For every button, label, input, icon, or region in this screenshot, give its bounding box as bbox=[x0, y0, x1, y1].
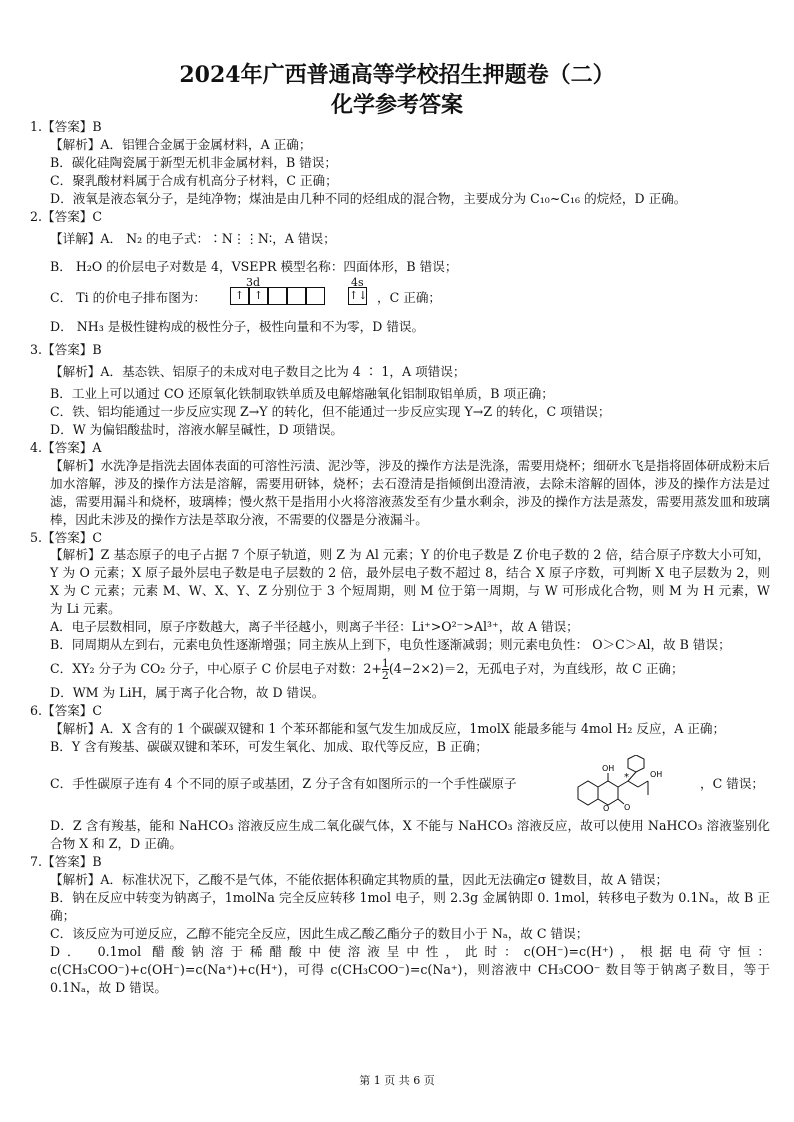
q5-option-d: D．WM 为 LiH，属于离子化合物，故 D 错误。 bbox=[50, 684, 325, 700]
q2-option-c-tail: ，C 正确； bbox=[377, 290, 442, 306]
lactone-ring bbox=[598, 781, 618, 805]
orbital-box-3d-5 bbox=[306, 287, 325, 305]
orbital-label-3d: 3d bbox=[246, 276, 261, 290]
q2-option-d: D． NH₃ 是极性键构成的极性分子，极性向量和不为零，D 错误。 bbox=[50, 319, 425, 335]
molecule-label-o-carbonyl: O bbox=[624, 803, 631, 813]
orbital-box-4s: ↑↓ bbox=[348, 287, 367, 305]
q7-option-c: C．该反应为可逆反应，乙醇不能完全反应，因此生成乙酸乙酯分子的数目小于 Nₐ，故 C 错误； bbox=[50, 925, 589, 941]
q2-answer: 2.【答案】C bbox=[30, 208, 103, 224]
q1-option-d: D．液氧是液态氧分子，是纯净物；煤油是由几种不同的烃组成的混合物，主要成分为 C₁₀~C₁₆ 的烷烃，D 正确。 bbox=[50, 190, 687, 206]
fraction-denominator: 2 bbox=[381, 668, 389, 682]
q6-answer: 6.【答案】C bbox=[30, 702, 103, 718]
q7-answer: 7.【答案】B bbox=[30, 854, 102, 870]
q5-option-c-tail: (4−2×2)＝2，无孤电子对，为直线形，故 C 正确； bbox=[388, 660, 684, 676]
answer-content bbox=[30, 118, 770, 997]
q5-option-c-text: C．XY₂ 分子为 CO₂ 分子，中心原子 C 价层电子对数：2+ bbox=[50, 660, 382, 676]
q3-option-b: B．工业上可以通过 CO 还原氧化铁制取铁单质及电解熔融氧化铝制取铝单质，B 项正确； bbox=[50, 386, 554, 402]
q2-option-b: B． H₂O 的价层电子对数是 4，VSEPR 模型名称：四面体形，B 错误； bbox=[50, 259, 458, 275]
q6-option-c bbox=[30, 755, 770, 817]
q3-option-a: 【解析】A．基态铁、铝原子的未成对电子数目之比为 4 ∶ 1，A 项错误； bbox=[50, 364, 466, 380]
q1-option-b: B．碳化硅陶瓷属于新型无机非金属材料，B 错误； bbox=[50, 154, 337, 170]
orbital-box-3d-1: ↑ bbox=[230, 287, 249, 305]
phenyl-bond bbox=[628, 772, 636, 781]
q6-option-c-text: C．手性碳原子连有 4 个不同的原子或基团，Z 分子含有如图所示的一个手性碳原子 bbox=[50, 776, 517, 792]
q5-explanation: 【解析】Z 基态原子的电子占据 7 个原子轨道，则 Z 为 Al 元素；Y 的价电子数是 Z 价电子数的 2 倍，结合原子序数大小可知，Y 为 O 元素；X 原子最外层电子数是电子层数的 2 倍，最外层电子数不超过 8，结合 X 原子序数，可判断 X 电子层数为 2，则 X 为 C 元素；元素 M、W、X、Y、Z 分别位于 3 个短周期，则 M 位于第一周期，与 W 可形成化合物，则 M 为 H 元素，W 为 Li 元素。 bbox=[50, 547, 770, 617]
q6-option-a: 【解析】A．X 含有的 1 个碳碳双键和 1 个苯环都能和氢气发生加成反应，1molX 能最多能与 4mol H₂ 反应，A 正确； bbox=[50, 720, 726, 736]
q1-answer: 1.【答案】B bbox=[30, 119, 102, 134]
page-title: 2024年广西普通高等学校招生押题卷（二） bbox=[179, 62, 615, 88]
q6-option-b: B．Y 含有羧基、碳碳双键和苯环，可发生氧化、加成、取代等反应，B 正确； bbox=[50, 738, 488, 754]
q7-option-a: 【解析】A．标准状况下，乙酸不是气体，不能依据体积确定其物质的量，因此无法确定σ 键数目，故 A 错误； bbox=[50, 872, 669, 888]
q7-option-d: D． 0.1mol 醋酸钠溶于稀醋酸中使溶液呈中性，此时：c(OH⁻)=c(H⁺)，根据电荷守恒：c(CH₃COO⁻)+c(OH⁻)=c(Na⁺)+c(H⁺)，可得 c(CH₃COO⁻)=c(Na⁺)，则溶液中 CH₃COO⁻ 数目等于钠离子数目，等于 0.1Nₐ，故 D 错误。 bbox=[50, 943, 770, 995]
q5-option-b: B．同周期从左到右，元素电负性逐渐增强；同主族从上到下，电负性逐渐减弱；则元素电负性： O＞C＞Al，故 B 错误； bbox=[50, 636, 731, 652]
q5-option-a: A．电子层数相同，原子序数越大，离子半径越小，则离子半径：Li⁺>O²⁻>Al³⁺，故 A 错误； bbox=[50, 619, 579, 635]
chiral-star: * bbox=[624, 772, 629, 784]
chain-bond-1 bbox=[628, 781, 638, 787]
q6-option-d: D．Z 含有羧基，能和 NaHCO₃ 溶液反应生成二氧化碳气体，X 不能与 NaHCO₃ 溶液反应，故可以使用 NaHCO₃ 溶液鉴别化合物 X 和 Z，D 正确。 bbox=[50, 818, 770, 852]
orbital-label-4s: 4s bbox=[351, 276, 364, 290]
orbital-box-3d-2: ↑ bbox=[249, 287, 268, 305]
phenyl-ring bbox=[628, 755, 644, 772]
molecule-label-oh-acid: OH bbox=[650, 770, 663, 780]
fraction-half bbox=[382, 658, 389, 681]
q4-explanation: 【解析】水洗净是指洗去固体表面的可溶性污渍、泥沙等，涉及的操作方法是洗涤，需要用烧杯；细研水飞是指将固体研成粉末后加水溶解，涉及的操作方法是溶解，需要用研钵，烧杯；去石澄清是指倾倒出澄清液，去除未溶解的固体，涉及的操作方法是过滤，需要用漏斗和烧杯，玻璃棒；慢火熬干是指用小火将溶液蒸发至有少量水剩余，涉及的操作方法是蒸发，需要用蒸发皿和玻璃棒，因此未涉及的操作方法是萃取分液，不需要的仪器是分液漏斗。 bbox=[50, 457, 770, 527]
q2-option-c bbox=[30, 276, 770, 313]
fraction-numerator: 1 bbox=[381, 656, 389, 670]
q6-option-c-tail: ，C 错误； bbox=[700, 776, 765, 792]
q3-option-c: C．铁、铝均能通过一步反应实现 Z→Y 的转化，但不能通过一步反应实现 Y→Z 的转化，C 项错误； bbox=[50, 404, 611, 420]
orbital-box-3d-3 bbox=[268, 287, 287, 305]
q1-option-c: C．聚乳酸材料属于合成有机高分子材料，C 正确； bbox=[50, 172, 338, 188]
chiral-molecule-structure bbox=[570, 755, 695, 817]
chain-bond-2 bbox=[638, 781, 648, 787]
q1-option-a: 【解析】A．铝锂合金属于金属材料，A 正确； bbox=[50, 136, 312, 152]
page-number: 第 1 页 共 6 页 bbox=[359, 1074, 435, 1087]
q2-option-a: 【详解】A． N₂ 的电子式：∶N⋮⋮N∶，A 错误； bbox=[50, 231, 336, 247]
page-subtitle: 化学参考答案 bbox=[330, 92, 463, 118]
q5-answer: 5.【答案】C bbox=[30, 529, 103, 545]
molecule-label-oh: OH bbox=[602, 764, 615, 774]
molecule-label-o-ring: O bbox=[603, 804, 610, 814]
orbital-box-3d-4 bbox=[287, 287, 306, 305]
q3-answer: 3.【答案】B bbox=[30, 342, 102, 358]
q7-option-b: B．钠在反应中转变为钠离子，1molNa 完全反应转移 1mol 电子，则 2.3g 金属钠即 0. 1mol，转移电子数为 0.1Nₐ，故 B 正确； bbox=[50, 890, 770, 923]
benzo-ring bbox=[578, 781, 598, 805]
q4-answer: 4.【答案】A bbox=[30, 439, 102, 455]
q3-option-d: D．W 为偏铝酸盐时，溶液水解呈碱性，D 项错误。 bbox=[50, 422, 344, 438]
q5-option-c bbox=[30, 654, 770, 684]
q2-option-c-text: C． Ti 的价电子排布图为： bbox=[50, 290, 207, 306]
